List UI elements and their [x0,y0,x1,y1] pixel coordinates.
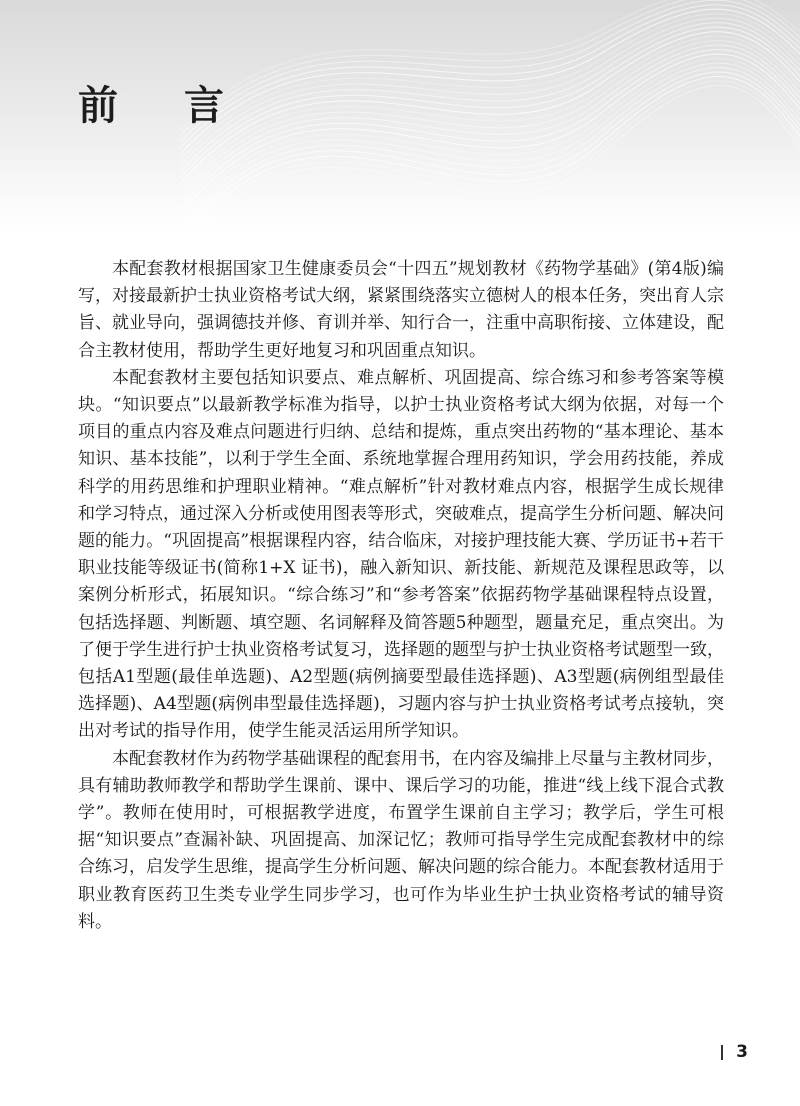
paragraph-1: 本配套教材根据国家卫生健康委员会“十四五”规划教材《药物学基础》(第4版)编写，对接最新护士执业资格考试大纲，紧紧围绕落实立德树人的根本任务，突出育人宗旨、就业导向，强调德技并修、育训并举、知行合一，注重中高职衔接、立体建设，配合主教材使用，帮助学生更好地复习和巩固重点知识。 [78,259,724,361]
page-footer [721,1042,748,1062]
page-number-separator [721,1045,723,1060]
paragraph-3: 本配套教材作为药物学基础课程的配套用书，在内容及编排上尽量与主教材同步，具有辅助教师教学和帮助学生课前、课中、课后学习的功能，推进“线上线下混合式教学”。教师在使用时，可根据教学进度，布置学生课前自主学习；教学后，学生可根据“知识要点”查漏补缺、巩固提高、加深记忆；教师可指导学生完成配套教材中的综合练习，启发学生思维，提高学生分析问题、解决问题的综合能力。本配套教材适用于职业教育医药卫生类专业学生同步学习，也可作为毕业生护士执业资格考试的辅导资料。 [78,748,724,932]
page-number: 3 [736,1042,748,1062]
paragraph-2: 本配套教材主要包括知识要点、难点解析、巩固提高、综合练习和参考答案等模块。“知识要点”以最新教学标准为指导，以护士执业资格考试大纲为依据，对每一个项目的重点内容及难点问题进行归纳、总结和提炼，重点突出药物的“基本理论、基本知识、基本技能”，以利于学生全面、系统地掌握合理用药知识，学会用药技能，养成科学的用药思维和护理职业精神。“难点解析”针对教材难点内容，根据学生成长规律和学习特点，通过深入分析或使用图表等形式，突破难点，提高学生分析问题、解决问题的能力。“巩固提高”根据课程内容，结合临床，对接护理技能大赛、学历证书+若干职业技能等级证书(简称1+X 证书)，融入新知识、新技能、新规范及课程思政等，以案例分析形式，拓展知识。“综合练习”和“参考答案”依据药物学基础课程特点设置，包括选择题、判断题、填空题、名词解释及简答题5种题型，题量充足，重点突出。为了便于学生进行护士执业资格考试复习，选择题的题型与护士执业资格考试题型一致，包括A1型题(最佳单选题)、A2型题(病例摘要型最佳选择题)、A3型题(病例组型最佳选择题)、A4型题(病例串型最佳选择题)，习题内容与护士执业资格考试考点接轨，突出对考试的指导作用，使学生能灵活运用所学知识。 [78,367,724,742]
page-title: 前言 [78,83,290,129]
preface-body [78,256,724,936]
